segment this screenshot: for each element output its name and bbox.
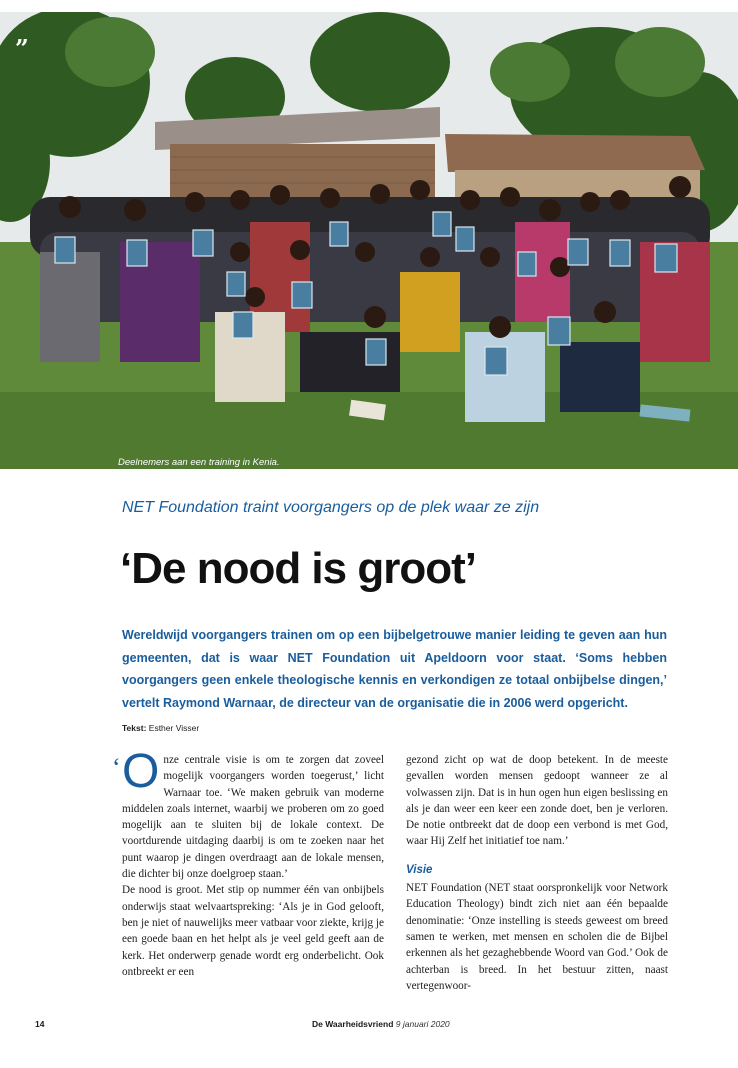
article-title: ‘De nood is groot’ xyxy=(120,544,476,593)
section-subhead: Visie xyxy=(406,863,433,876)
body-column-right xyxy=(406,752,668,994)
dropcap xyxy=(112,745,160,798)
article-kicker: NET Foundation traint voorgangers op de plek waar ze zijn xyxy=(122,499,540,516)
body-paragraph: NET Foundation (NET staat oorspronkelijk voor Network Education Theology) bindt zich niet aan één bepaalde denominatie: ‘Onze instelling is steeds geweest om breed samen te werken, met mensen en scholen die de Bijbel erkennen als het gezaghebbende Woord van God.’ Ook de achterban is breed. In het bestuur zitten, naast vertegenwoor- xyxy=(406,882,668,992)
body-text: nze centrale visie is om te zorgen dat zoveel mogelijk voorgangers worden toegerust,’ licht Warnaar toe. ‘We maken gebruik van moderne middelen zoals internet, waarbij we proberen om zo goed mogelijk aan te sluiten bij de lokale context. De voortdurende uitdaging daarbij is om te zoeken naar het punt waarop je dingen overdraagt aan de lokale mensen, die dichter bij onze doelgroep staan.’ xyxy=(122,754,384,881)
page-number: 14 xyxy=(35,1019,45,1029)
body-paragraph: gezond zicht op wat de doop betekent. In de meeste gevallen worden mensen gedoopt wanneer ze al volwassen zijn. Dat is in hun ogen hun eigen beslissing en als je dan weer een keer een zonde doet, ben je verloren. De notie ontbreekt dat de doop een verbond is met God, waar Hij Zelf het initiatief toe nam.’ xyxy=(406,754,668,848)
group-photo-illustration xyxy=(0,12,738,469)
dropcap-letter: O xyxy=(122,745,160,798)
issue-date: 9 januari 2020 xyxy=(395,1019,450,1029)
body-paragraph: De nood is groot. Met stip op nummer één van onbijbels onderwijs staat welvaartspreking: ‘Als je in God gelooft, ben je niet of nauwelijks meer vatbaar voor ziekte, krijg je een goede baan en het helpt als je veel geld geeft aan de kerk. Het onderwerp genade wordt erg onderbelicht. Ook ontbreekt er een xyxy=(122,884,384,978)
byline-author: Esther Visser xyxy=(148,723,200,733)
byline xyxy=(122,723,199,733)
byline-label: Tekst: xyxy=(122,723,147,733)
body-column-left xyxy=(112,745,384,980)
photo-caption: Deelnemers aan een training in Kenia. xyxy=(118,457,280,468)
publication-name: De Waarheidsvriend xyxy=(312,1019,394,1029)
dropcap-quote: ‘ xyxy=(112,753,121,782)
footer-publication xyxy=(312,1019,450,1029)
article-lead: Wereldwijd voorgangers trainen om op een bijbelgetrouwe manier leiding te geven aan hun gemeenten, dat is waar NET Foundation uit Apeldoorn voor staat. ‘Soms hebben voorgangers geen enkele theologische kennis en verkondigen ze totaal onbijbelse dingen,’ vertelt Raymond Warnaar, de directeur van de organisatie die in 2006 werd opgericht. xyxy=(122,628,667,710)
body-paragraph xyxy=(112,745,384,882)
quote-mark-icon: ” xyxy=(15,34,29,63)
group-photo xyxy=(0,12,738,469)
